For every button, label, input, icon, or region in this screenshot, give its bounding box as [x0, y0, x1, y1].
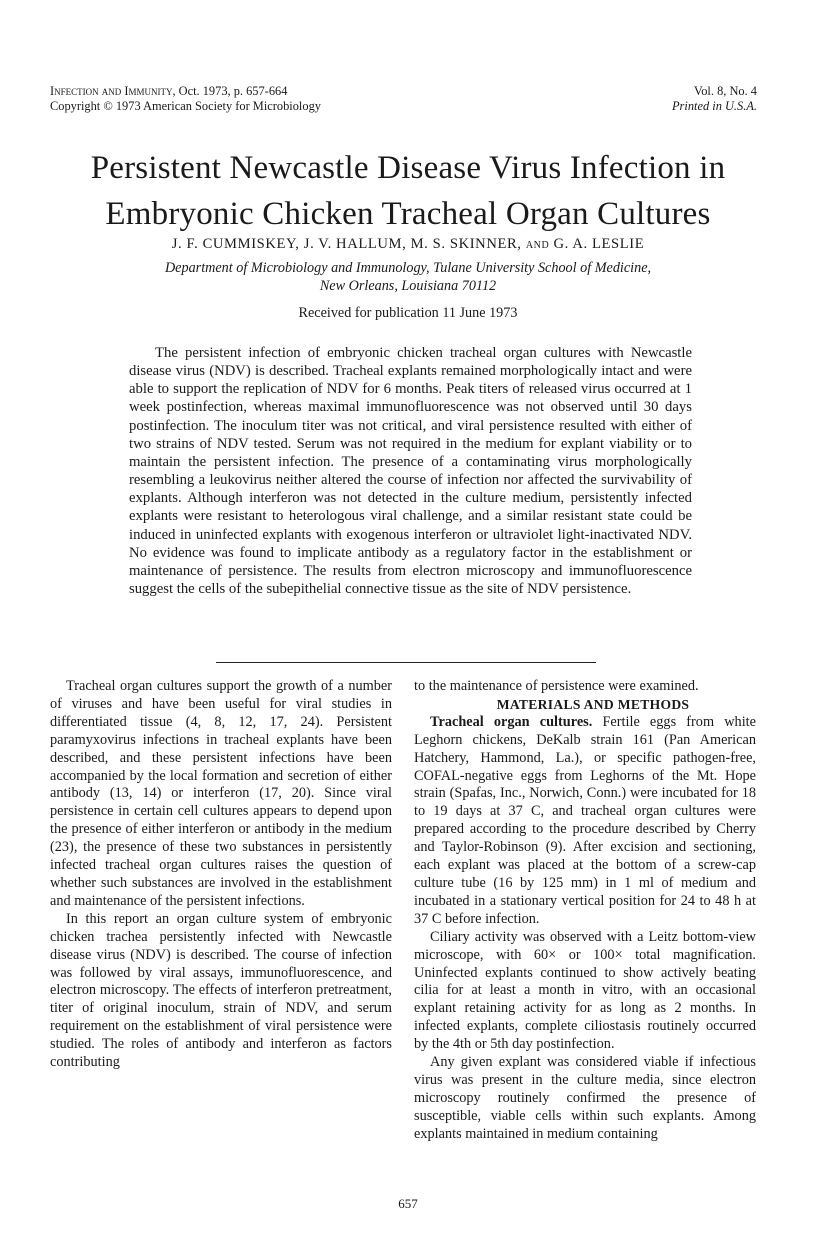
- authors-and: and: [525, 236, 550, 252]
- methods-paragraph-1: [414, 714, 756, 929]
- intro-continuation: to the maintenance of persistence were examined.: [414, 678, 699, 694]
- section-heading: MATERIALS AND METHODS: [496, 696, 690, 712]
- running-header-right: [672, 84, 757, 114]
- page-number: 657: [398, 1196, 418, 1211]
- volume-issue: Vol. 8, No. 4: [693, 84, 757, 98]
- author-list: [40, 235, 776, 253]
- journal-name: Infection and Immunity: [50, 84, 173, 98]
- right-column: [414, 678, 756, 1144]
- running-header-left: [50, 84, 321, 114]
- section-divider: [216, 662, 596, 663]
- affiliation-line-2: New Orleans, Louisiana 70112: [319, 277, 497, 294]
- title-line-2: Embryonic Chicken Tracheal Organ Cultures: [105, 196, 711, 232]
- copyright: Copyright © 1973 American Society for Microbiology: [50, 99, 321, 113]
- printed-in: Printed in U.S.A.: [671, 99, 757, 113]
- affiliation-line-1: Department of Microbiology and Immunology, Tulane University School of Medicine,: [164, 260, 652, 276]
- abstract-text: The persistent infection of embryonic chicken tracheal organ cultures with Newcastle disease virus (NDV) is described. Tracheal explants remained morphologically intact and were able to support the replication of NDV for 6 months. Peak titers of released virus occurred at 1 week postinfection, whereas maximal immunofluorescence was not observed until 30 days postinfection. The inoculum titer was not critical, and viral persistence resulted with either of two strains of NDV tested. Serum was not required in the medium for explant viability or to maintain the persistent infection. The presence of a contaminating virus morphologically resembling a leukovirus neither altered the course of infection nor affected the survivability of explants. Although interferon was not detected in the culture medium, persistently infected explants were resistant to heterologous viral challenge, and a similar resistant state could be induced in uninfected explants with exogenous interferon or ultraviolet light-inactivated NDV. No evidence was found to implicate antibody as a regulatory factor in the establishment or maintenance of persistence. The results from electron microscopy and immunofluorescence suggest the cells of the subepithelial connective tissue as the site of NDV persistence.: [129, 345, 692, 598]
- run-in-heading: Tracheal organ cultures.: [430, 713, 593, 730]
- abstract: [129, 344, 692, 598]
- citation: , Oct. 1973, p. 657-664: [172, 84, 288, 98]
- methods-paragraph-2: Ciliary activity was observed with a Leitz bottom-view microscope, with 60× or 100× total magnification. Uninfected explants continued to show actively beating cilia for at least a month in vitro, with an occasional explant retaining activity for as long as 2 months. In infected explants, complete ciliostasis routinely occurred by the 4th or 5th day postinfection.: [414, 928, 756, 1053]
- intro-paragraph-2: In this report an organ culture system of embryonic chicken trachea persistently infected with Newcastle disease virus (NDV) is described. The course of infection was followed by viral assays, immunofluorescence, and electron microscopy. The effects of interferon pretreatment, titer of original inoculum, strain of NDV, and serum requirement on the establishment of viral persistence were studied. The roles of antibody and interferon as factors contributing: [50, 910, 392, 1071]
- affiliation: [80, 260, 736, 295]
- intro-paragraph-1: Tracheal organ cultures support the growth of a number of viruses and have been useful for viral studies in differentiated tissue (4, 8, 12, 17, 24). Persistent paramyxovirus infections in tracheal explants have been described, and these persistent infections have been accompanied by the local formation and secretion of either antibody (13, 14) or interferon (17, 20). Since viral persistence in certain cell cultures appears to depend upon the presence of either interferon or antibody in the medium (23), the presence of these two substances in persistently infected tracheal organ cultures raises the question of whether such substances are involved in the establishment and maintenance of the persistent infections.: [50, 678, 392, 909]
- methods-paragraph-3: Any given explant was considered viable if infectious virus was present in the culture media, since electron microscopy routinely confirmed the presence of susceptible, viable cells within such explants. Among explants maintained in medium containing: [414, 1054, 756, 1142]
- authors-last: G. A. LESLIE: [553, 236, 645, 252]
- authors: J. F. CUMMISKEY, J. V. HALLUM, M. S. SKINNER,: [171, 236, 522, 252]
- received-date: Received for publication 11 June 1973: [298, 305, 518, 321]
- title-line-1: Persistent Newcastle Disease Virus Infection in: [90, 150, 726, 186]
- article-title: [40, 145, 776, 237]
- left-column: [50, 678, 392, 1072]
- methods-paragraph-1-text: Fertile eggs from white Leghorn chickens, DeKalb strain 161 (Pan American Hatchery, Hammond, La.), or specific pathogen-free, COFAL-negative eggs from Leghorns of the Mt. Hope strain (Spafas, Inc., Norwich, Conn.) were incubated for 18 to 19 days at 37 C, and tracheal organ cultures were prepared according to the procedure described by Cherry and Taylor-Robinson (9). After excision and sectioning, each explant was placed at the bottom of a screw-cap culture tube (16 by 125 mm) in 1 ml of medium and incubated in a stationary vertical position for 24 to 48 h at 37 C before infection.: [414, 713, 756, 927]
